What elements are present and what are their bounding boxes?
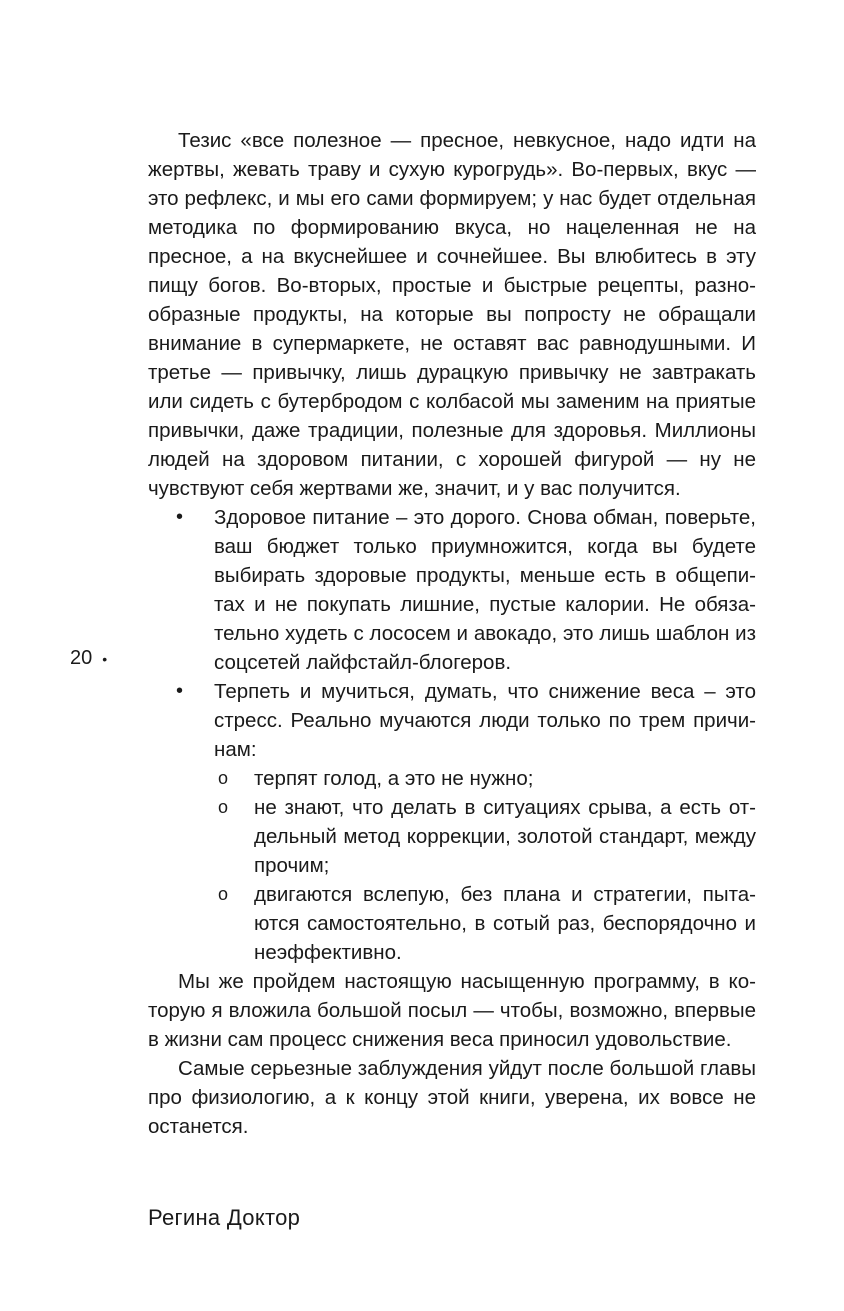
- sub-text: терпят голод, а это не нужно;: [254, 767, 534, 790]
- page-number: [70, 646, 107, 671]
- sub-marker: o: [218, 768, 229, 788]
- paragraph-thesis: Тезис «все полезное — пресное, невкусное, надо идти на жертвы, жевать траву и сухую курогрудь». Во-первых, вкус — это рефлекс, и мы его сами формируем; у нас будет отдельная методика по формированию вкуса, но нацеленная не на пресное, а на вкуснейшее и сочнейшее. Вы влюбитесь в эту пищу богов. Во-вторых, простые и быстрые рецепты, разнообразные продукты, на которые вы попросту не обращали внимание в супермаркете, не оставят вас равнодушными. И третье — привычку, лишь дурацкую привычку не завтракать или сидеть с бутербродом с колбасой мы заменим на приятые привычки, даже традиции, полезные для здоровья. Миллионы людей на здоровом питании, с хорошей фигурой — ну не чувствуют себя жертвами же, значит, и у вас получится.: [148, 129, 756, 500]
- page-number-value: 20: [70, 647, 93, 669]
- sub-marker: o: [218, 797, 229, 817]
- bullet-marker: •: [176, 506, 184, 528]
- sub-text: не знают, что делать в ситуациях срыва, а есть отдельный метод коррекции, золотой стандарт, между прочим;: [254, 796, 756, 877]
- bullet-marker: •: [176, 680, 184, 702]
- paragraph-conclusion: Самые серьезные заблуждения уйдут после большой главы про физиологию, а к концу этой книги, уверена, их вовсе не останется.: [148, 1057, 756, 1138]
- paragraph-program: Мы же пройдем настоящую насыщенную программу, в которую я вложила большой посыл — чтобы, возможно, впервые в жизни сам процесс снижения веса приносил удовольствие.: [148, 970, 756, 1051]
- sub-list: [214, 764, 756, 967]
- bullet-item: [148, 503, 756, 677]
- bullet-text: Терпеть и мучиться, думать, что снижение веса – это стресс. Реально мучаются люди только по трем причинам:: [214, 680, 756, 761]
- bullet-list: [148, 503, 756, 967]
- body-text: [148, 126, 756, 1141]
- sub-item: [214, 764, 756, 793]
- sub-item: [214, 793, 756, 880]
- sub-item: [214, 880, 756, 967]
- page-number-marker: •: [102, 651, 108, 667]
- bullet-item: [148, 677, 756, 967]
- sub-marker: o: [218, 884, 229, 904]
- sub-text: двигаются вслепую, без плана и стратегии, пытаются самостоятельно, в сотый раз, беспорядочно и неэффективно.: [254, 883, 756, 964]
- running-footer-author: Регина Доктор: [148, 1205, 301, 1230]
- bullet-text: Здоровое питание – это дорого. Снова обман, поверьте, ваш бюджет только приумножится, когда вы будете выбирать здоровые продукты, меньше есть в общепитах и не покупать лишние, пустые калории. Не обязательно худеть с лососем и авокадо, это лишь шаблон из соцсетей лайфстайл-блогеров.: [214, 506, 756, 674]
